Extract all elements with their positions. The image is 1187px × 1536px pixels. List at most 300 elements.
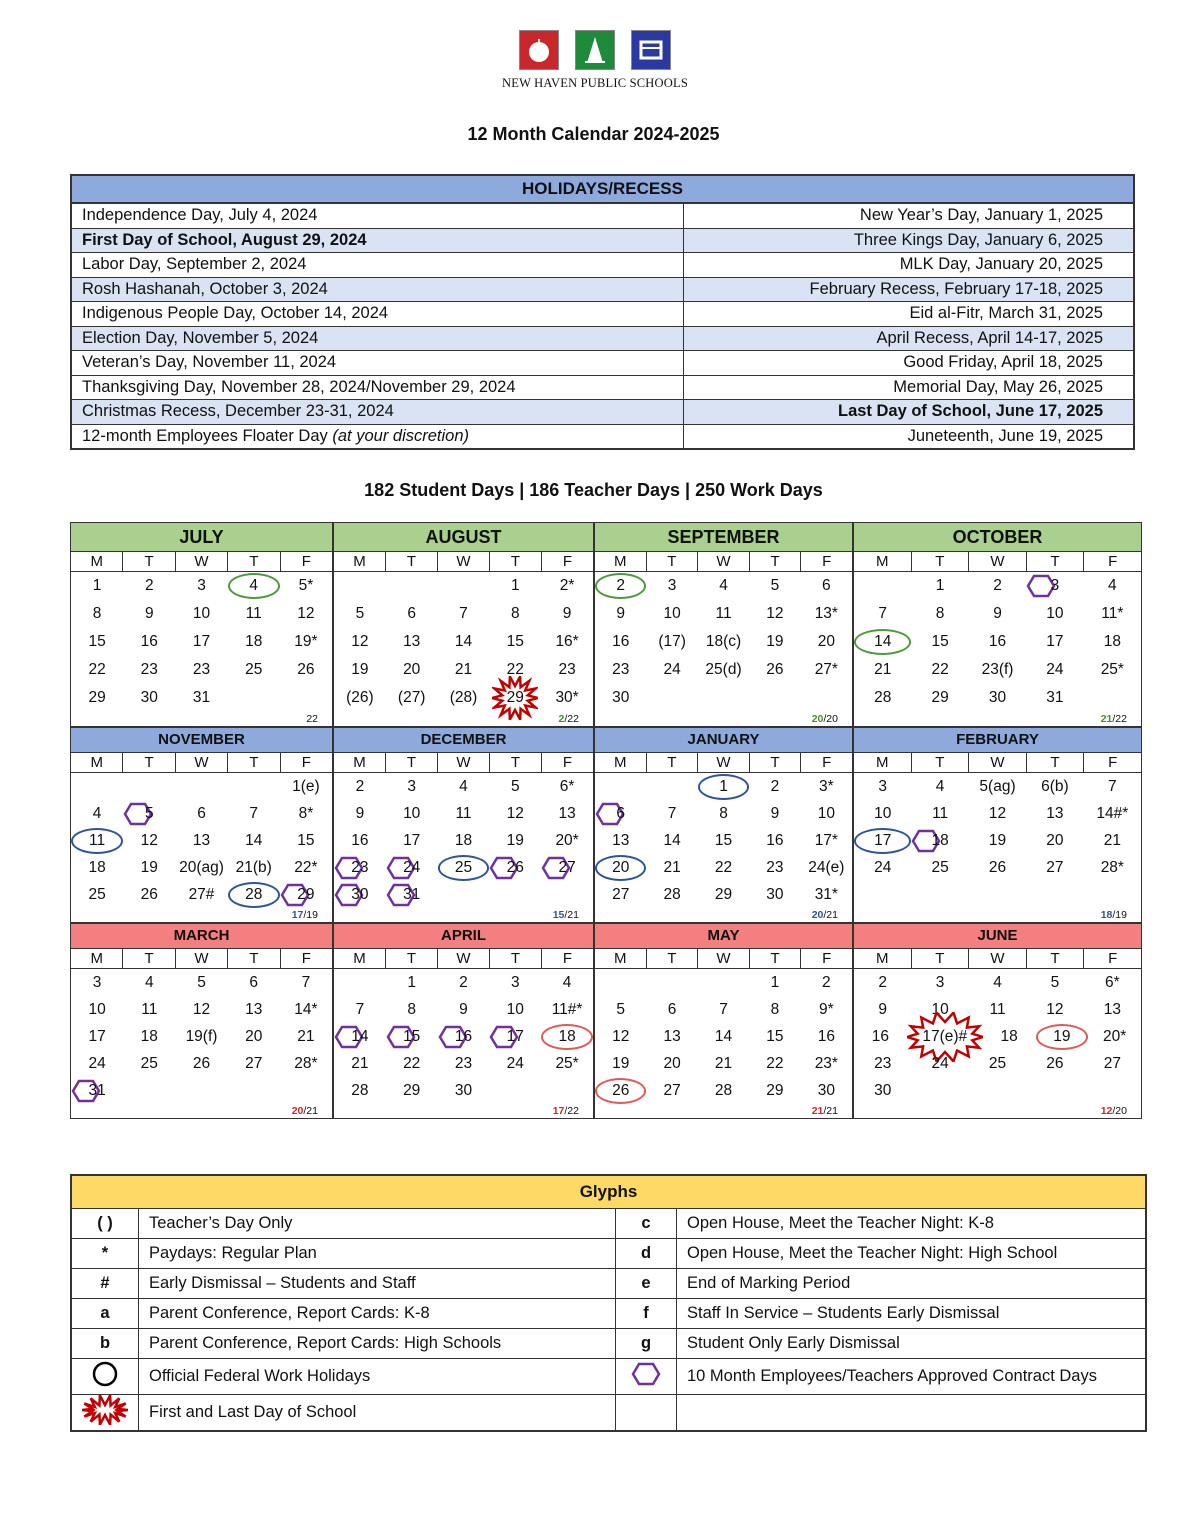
holiday-left-3: Rosh Hashanah, October 3, 2024 [71, 277, 683, 302]
day-cell [438, 881, 490, 908]
quarter-row [70, 522, 1142, 727]
day-cell: 10 [1046, 605, 1064, 622]
glyph-symbol: # [71, 1269, 139, 1299]
day-cell: 21(b) [235, 858, 272, 876]
day-cell: 5 [510, 777, 520, 795]
glyph-desc: Early Dismissal – Students and Staff [139, 1269, 616, 1299]
week-row [71, 800, 332, 827]
glyph-symbol: b [71, 1329, 139, 1359]
day-cell [123, 1077, 175, 1104]
month-august [333, 522, 594, 727]
day-cell: 25 [88, 885, 106, 903]
student-days: 17 [291, 909, 304, 921]
day-cell: 21 [454, 661, 473, 678]
day-cell: 26 [192, 1054, 211, 1072]
week-row [71, 827, 332, 854]
day-cell: 7 [878, 605, 888, 622]
student-days: 21 [1100, 713, 1113, 725]
weekday-label: M [334, 753, 386, 772]
work-days: /20 [823, 713, 838, 725]
week-row [334, 684, 593, 712]
day-cell [334, 854, 386, 881]
day-cell [228, 881, 280, 908]
holiday-circle: 17 [854, 828, 911, 854]
weekday-label: T [490, 753, 542, 772]
weekday-header [71, 949, 332, 969]
week-row [595, 1077, 852, 1104]
weekday-header [334, 949, 593, 969]
first-last-day-starburst: 17(e)# [907, 1012, 983, 1062]
weekday-header [854, 949, 1141, 969]
week-row [334, 996, 593, 1023]
holiday-circle: 19 [1036, 1024, 1089, 1050]
day-cell [228, 773, 280, 800]
weekday-label: W [698, 753, 750, 772]
day-count [595, 1104, 852, 1118]
day-cell [541, 1023, 593, 1050]
day-cell: 17 [88, 1027, 106, 1045]
day-cell [386, 1023, 438, 1050]
weekday-label: W [698, 552, 750, 571]
day-cell [1084, 881, 1141, 908]
week-row [595, 1023, 852, 1050]
weekday-label: T [386, 949, 438, 968]
weekday-label: T [386, 552, 438, 571]
day-cell: 27 [1046, 858, 1064, 876]
week-row [854, 773, 1141, 800]
holiday-circle: 18 [541, 1024, 593, 1050]
day-cell: 28* [1100, 858, 1124, 876]
week-row [595, 854, 852, 881]
day-cell: 14#* [1096, 804, 1129, 822]
holiday-right-8: Last Day of School, June 17, 2025 [683, 400, 1134, 425]
day-count [595, 712, 852, 726]
day-cell: 23* [814, 1054, 838, 1072]
weekday-label: T [123, 753, 175, 772]
month-name: OCTOBER [854, 523, 1141, 552]
day-cell: 14* [294, 1000, 318, 1018]
day-cell [334, 881, 386, 908]
day-cell: 2 [878, 973, 888, 991]
week-row [71, 684, 332, 712]
day-cell: 9 [459, 1000, 468, 1018]
week-row [71, 969, 332, 996]
holiday-circle: 14 [854, 629, 911, 655]
day-cell: 13* [814, 605, 838, 622]
glyph-symbol: g [616, 1329, 677, 1359]
week-row [854, 1077, 1141, 1104]
apple-logo-icon [519, 30, 559, 70]
day-cell: 12 [988, 804, 1007, 822]
month-name: AUGUST [334, 523, 593, 552]
day-cell: 20* [555, 831, 579, 849]
day-cell: 4 [1108, 577, 1117, 594]
glyph-symbol [71, 1395, 139, 1432]
glyph-desc: First and Last Day of School [139, 1395, 616, 1432]
day-cell: 16 [988, 633, 1007, 650]
holiday-left-5: Election Day, November 5, 2024 [71, 326, 683, 351]
weekday-label: F [822, 950, 832, 967]
day-cell: 12 [1046, 1000, 1064, 1018]
contract-day-hexagon: 29 [280, 883, 332, 907]
quarter-row [70, 727, 1142, 923]
day-cell: 15 [714, 831, 733, 849]
week-row [334, 1023, 593, 1050]
day-cell [334, 969, 386, 996]
weekday-label: T [1027, 949, 1085, 968]
day-cell: 24 [931, 1054, 949, 1072]
week-row [854, 1050, 1141, 1077]
day-cell: 1(e) [292, 777, 320, 795]
day-cell: 4 [92, 804, 102, 822]
day-cell: 20 [403, 661, 421, 678]
contract-day-hexagon: 6 [595, 802, 646, 826]
weekday-label: F [822, 754, 832, 771]
day-cell: 19 [140, 858, 158, 876]
weekday-label: W [969, 949, 1027, 968]
day-cell: 2 [144, 577, 154, 594]
contract-day-hexagon: 26 [489, 856, 541, 880]
day-cell: 21 [1103, 831, 1121, 849]
day-cell: 2 [822, 973, 831, 991]
weekday-header [71, 552, 332, 572]
day-cell: 6 [407, 605, 416, 622]
weekday-label: T [490, 949, 542, 968]
week-row [854, 881, 1141, 908]
day-cell: 9 [878, 1000, 888, 1018]
week-row [595, 572, 852, 600]
contract-day-hexagon: 27 [541, 856, 593, 880]
day-cell: 25 [931, 858, 949, 876]
week-row [595, 600, 852, 628]
week-row [334, 800, 593, 827]
day-cell [280, 684, 332, 712]
holiday-right-6: Good Friday, April 18, 2025 [683, 351, 1134, 376]
holiday-circle: 1 [698, 774, 749, 800]
weekday-header [854, 753, 1141, 773]
glyph-symbol: a [71, 1299, 139, 1329]
work-days: /22 [1112, 713, 1127, 725]
day-cell: 19 [988, 831, 1007, 849]
day-cell: 30 [766, 885, 784, 903]
day-cell: 23 [612, 661, 630, 678]
day-cell: 30 [454, 1081, 473, 1099]
day-cell: 6(b) [1041, 777, 1069, 795]
day-cell: 10 [874, 804, 892, 822]
day-cell [646, 773, 697, 800]
day-cell: 25* [555, 1054, 579, 1072]
weekday-label: F [562, 950, 573, 967]
day-cell: 4 [144, 973, 154, 991]
day-cell: 9 [993, 605, 1002, 622]
day-cell [595, 1077, 646, 1104]
week-row [854, 572, 1141, 600]
contract-day-hexagon: 18 [911, 829, 968, 853]
day-cell: 3 [667, 577, 677, 594]
week-row [854, 684, 1141, 712]
work-days: 22 [306, 713, 318, 725]
day-cell [71, 827, 123, 854]
day-cell: 14 [714, 1027, 733, 1045]
contract-day-hexagon: 30 [334, 883, 386, 907]
day-cell [489, 1023, 541, 1050]
weekday-label: F [1108, 754, 1118, 771]
glyph-symbol: e [616, 1269, 677, 1299]
day-cell: 10 [192, 605, 211, 622]
day-cell: 4 [993, 973, 1002, 991]
week-row [71, 854, 332, 881]
day-cell [911, 827, 968, 854]
weekday-label: T [1027, 552, 1085, 571]
day-cell: 4 [562, 973, 572, 991]
contract-day-hexagon: 17 [489, 1025, 541, 1049]
week-row [595, 996, 852, 1023]
day-cell: 3 [407, 777, 416, 795]
week-row [334, 600, 593, 628]
month-name: JULY [71, 523, 332, 552]
day-cell: 7 [301, 973, 311, 991]
day-cell: 19 [351, 661, 369, 678]
student-days: 20 [811, 909, 824, 921]
day-cell: 1 [935, 577, 945, 594]
week-row [854, 800, 1141, 827]
student-days: 21 [811, 1105, 824, 1117]
day-cell: 6* [1105, 973, 1120, 991]
tower-logo-icon [575, 30, 615, 70]
holidays-heading: HOLIDAYS/RECESS [71, 175, 1134, 203]
weekday-label: W [438, 753, 490, 772]
day-cell [489, 854, 541, 881]
weekday-label: T [228, 552, 280, 571]
weekday-label: M [854, 949, 912, 968]
day-cell [1026, 881, 1083, 908]
day-cell: 15 [88, 633, 106, 650]
work-days: /22 [564, 1105, 579, 1117]
day-cell: 18 [88, 858, 106, 876]
contract-day-hexagon: 31 [71, 1079, 123, 1103]
week-row [595, 656, 852, 684]
day-cell [386, 572, 438, 600]
contract-day-hexagon: 3 [1026, 574, 1083, 598]
week-row [71, 1050, 332, 1077]
day-cell: 17* [814, 831, 838, 849]
weekday-label: W [176, 949, 228, 968]
day-cell [801, 684, 852, 712]
week-row [71, 773, 332, 800]
day-cell: 28 [351, 1081, 369, 1099]
day-cell: 30 [612, 689, 630, 706]
weekday-label: W [176, 552, 228, 571]
work-days: /22 [564, 713, 579, 725]
day-cell: 16 [351, 831, 369, 849]
week-row [334, 572, 593, 600]
day-cell: 10 [506, 1000, 524, 1018]
day-cell [1036, 1023, 1089, 1050]
day-cell: 9 [770, 804, 780, 822]
day-cell: 20 [245, 1027, 263, 1045]
day-cell: 16 [871, 1027, 889, 1045]
first-last-day-starburst: 29 [489, 676, 541, 720]
day-cell: 7 [459, 605, 468, 622]
day-cell [907, 1023, 983, 1050]
weekday-label: M [71, 753, 123, 772]
contract-day-hexagon: 5 [123, 802, 175, 826]
day-cell [334, 1023, 386, 1050]
weekday-label: M [595, 949, 647, 968]
weekday-label: M [854, 753, 912, 772]
day-cell: 30 [874, 1081, 892, 1099]
day-cell [175, 773, 227, 800]
day-cell: 21 [663, 858, 681, 876]
day-cell [489, 881, 541, 908]
day-cell: 24 [874, 858, 892, 876]
hexagon-glyph-icon [631, 1362, 661, 1386]
holiday-right-0: New Year’s Day, January 1, 2025 [683, 203, 1134, 228]
day-cell: 25 [988, 1054, 1007, 1072]
book-logo-icon [631, 30, 671, 70]
day-cell: 20 [663, 1054, 681, 1072]
week-row [334, 628, 593, 656]
day-cell: 29 [931, 689, 949, 706]
day-cell [438, 572, 490, 600]
day-cell: 18(c) [705, 633, 742, 650]
day-cell: 8* [298, 804, 314, 822]
glyph-desc [677, 1395, 1147, 1432]
day-cell: 13 [403, 633, 421, 650]
starburst-glyph-icon [82, 1395, 128, 1425]
day-cell: 16* [555, 633, 579, 650]
day-cell: (27) [397, 689, 426, 706]
week-row [595, 773, 852, 800]
district-logo [480, 30, 710, 92]
day-cell [595, 773, 646, 800]
contract-day-hexagon: 23 [334, 856, 386, 880]
day-cell [595, 572, 646, 600]
work-days: /21 [823, 909, 838, 921]
holiday-circle: 11 [71, 828, 123, 854]
weekday-label: T [647, 949, 699, 968]
weekday-label: M [595, 552, 647, 571]
holiday-right-5: April Recess, April 14-17, 2025 [683, 326, 1134, 351]
glyph-desc: Staff In Service – Students Early Dismissal [677, 1299, 1147, 1329]
weekday-label: M [854, 552, 912, 571]
day-cell: 17 [1046, 633, 1064, 650]
day-cell [228, 1077, 280, 1104]
weekday-header [334, 753, 593, 773]
day-cell: 14 [663, 831, 681, 849]
month-may [594, 923, 853, 1119]
day-cell: 1 [407, 973, 416, 991]
day-cell: 6 [197, 804, 206, 822]
day-cell: 22 [88, 661, 106, 678]
day-cell: 23 [192, 661, 211, 678]
glyph-desc: End of Marking Period [677, 1269, 1147, 1299]
month-name: NOVEMBER [71, 728, 332, 753]
day-cell: 25(d) [705, 661, 742, 678]
glyph-symbol: d [616, 1239, 677, 1269]
weekday-header [595, 552, 852, 572]
day-cell: 8 [770, 1000, 780, 1018]
day-cell: 21 [351, 1054, 369, 1072]
week-row [595, 969, 852, 996]
day-cell: 12 [351, 633, 369, 650]
holiday-circle: 25 [438, 855, 490, 881]
day-count [71, 712, 332, 726]
day-cell: 3 [92, 973, 102, 991]
weekday-label: M [334, 949, 386, 968]
week-row [595, 881, 852, 908]
week-row [854, 656, 1141, 684]
weekday-label: F [822, 553, 832, 570]
day-cell: 20 [1046, 831, 1064, 849]
month-september [594, 522, 853, 727]
day-cell: 15 [766, 1027, 784, 1045]
day-cell: 26 [297, 661, 315, 678]
week-row [71, 656, 332, 684]
day-cell [489, 1077, 541, 1104]
holiday-left-4: Indigenous People Day, October 14, 2024 [71, 302, 683, 327]
day-cell: 5 [770, 577, 780, 594]
weekday-label: M [71, 949, 123, 968]
day-cell [71, 1077, 123, 1104]
student-days: 20 [811, 713, 824, 725]
day-cell: 11 [715, 605, 732, 622]
day-count [71, 1104, 332, 1118]
day-cell: 24 [663, 661, 681, 678]
week-row [334, 1050, 593, 1077]
weekday-label: M [595, 753, 647, 772]
day-cell [386, 854, 438, 881]
month-april [333, 923, 594, 1119]
day-cell: 9 [144, 605, 154, 622]
page-title: 12 Month Calendar 2024-2025 [467, 124, 720, 144]
day-cell: 12 [766, 605, 784, 622]
weekday-header [334, 552, 593, 572]
day-cell: 30 [817, 1081, 835, 1099]
day-cell: 24 [506, 1054, 524, 1072]
day-cell: 24(e) [808, 858, 845, 876]
day-cell: 29 [403, 1081, 421, 1099]
day-cell: 8 [510, 605, 520, 622]
day-cell: 15 [297, 831, 315, 849]
day-cell [541, 1077, 593, 1104]
day-cell: 29 [714, 885, 733, 903]
day-cell [1026, 572, 1083, 600]
holiday-circle: 20 [595, 855, 646, 881]
day-cell: 10 [817, 804, 835, 822]
day-cell: 15 [931, 633, 949, 650]
day-cell [646, 684, 697, 712]
day-cell: 31* [814, 885, 838, 903]
contract-day-hexagon: 15 [386, 1025, 438, 1049]
weekday-label: F [562, 553, 573, 570]
glyph-symbol [616, 1359, 677, 1395]
day-cell [541, 854, 593, 881]
week-row [71, 600, 332, 628]
month-november [70, 727, 333, 923]
day-cell: 23 [558, 661, 576, 678]
weekday-label: T [123, 552, 175, 571]
day-cell: 8 [407, 1000, 416, 1018]
day-cell: 9 [616, 605, 626, 622]
glyph-symbol [71, 1359, 139, 1395]
day-cell: 13 [245, 1000, 263, 1018]
weekday-header [854, 552, 1141, 572]
day-cell: 27# [188, 885, 215, 903]
day-cell [280, 1077, 332, 1104]
day-cell: 13 [1046, 804, 1064, 822]
week-row [334, 969, 593, 996]
